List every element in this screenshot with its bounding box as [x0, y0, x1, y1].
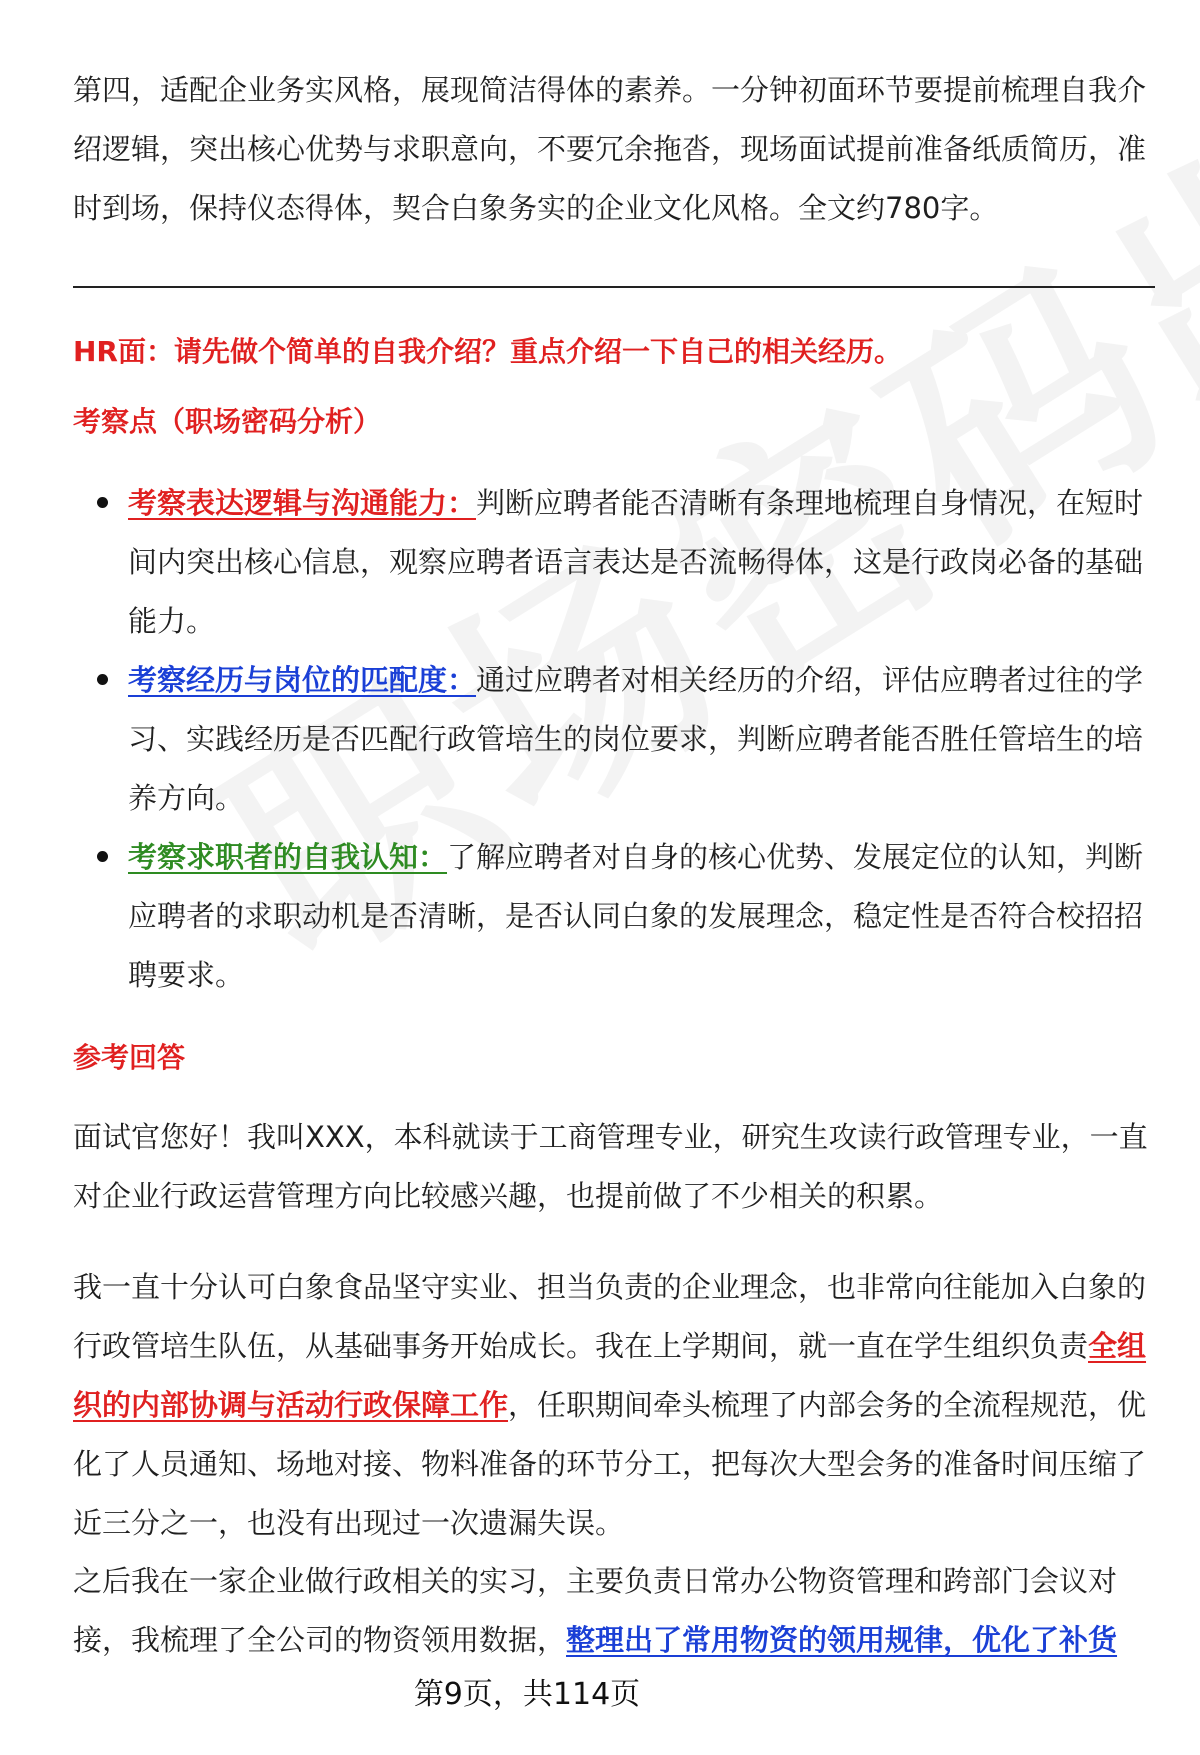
page-footer: 第9页，共114页: [413, 1677, 641, 1712]
analysis-heading: 考察点（职场密码分析）: [73, 405, 382, 438]
analysis-item: [73, 651, 1155, 828]
intro-paragraph: 第四，适配企业务实风格，展现简洁得体的素养。一分钟初面环节要提前梳理自我介绍逻辑，突出核心优势与求职意向，不要冗余拖沓，现场面试提前准备纸质简历，准时到场，保持仪态得体，契合白象务实的企业文化风格。全文约780字。: [73, 73, 1147, 225]
analysis-item-text: 了解应聘者对自身的核心优势、发展定位的认知，判断应聘者的求职动机是否清晰，是否认同白象的发展理念，稳定性是否符合校招招聘要求。: [128, 840, 1144, 992]
interview-question: HR面：请先做个简单的自我介绍？重点介绍一下自己的相关经历。: [73, 335, 902, 368]
analysis-item-text: 判断应聘者能否清晰有条理地梳理自身情况，在短时间内突出核心信息，观察应聘者语言表达是否流畅得体，这是行政岗必备的基础能力。: [128, 486, 1144, 638]
answer-paragraph-1: 面试官您好！我叫XXX，本科就读于工商管理专业，研究生攻读行政管理专业，一直对企业行政运营管理方向比较感兴趣，也提前做了不少相关的积累。: [73, 1120, 1148, 1213]
document-page: [73, 0, 1155, 1755]
analysis-item-text: 通过应聘者对相关经历的介绍，评估应聘者过往的学习、实践经历是否匹配行政管培生的岗位要求，判断应聘者能否胜任管培生的培养方向。: [128, 663, 1144, 815]
divider-line: [73, 286, 1155, 288]
analysis-item: [73, 474, 1155, 651]
answer-paragraph-3: [73, 1552, 1155, 1670]
analysis-item-title: 考察经历与岗位的匹配度：: [128, 663, 477, 697]
analysis-item: [73, 828, 1155, 1005]
analysis-item-title: 考察表达逻辑与沟通能力：: [128, 486, 477, 520]
answer-text: ，任职期间牵头梳理了内部会务的全流程规范，优化了人员通知、场地对接、物料准备的环节分工，把每次大型会务的准备时间压缩了近三分之一，也没有出现过一次遗漏失误。: [73, 1388, 1147, 1540]
analysis-item-title: 考察求职者的自我认知：: [128, 840, 448, 874]
analysis-list: [73, 474, 1155, 1005]
bullet-dot-icon: [97, 497, 108, 508]
answer-highlight: 全组织的内部协调与活动行政保障工作: [73, 1329, 1147, 1422]
bullet-dot-icon: [97, 674, 108, 685]
answer-text: 之后我在一家企业做行政相关的实习，主要负责日常办公物资管理和跨部门会议对接，我梳理了全公司的物资领用数据，: [73, 1564, 1118, 1657]
answer-text: 我一直十分认可白象食品坚守实业、担当负责的企业理念，也非常向往能加入白象的行政管培生队伍，从基础事务开始成长。我在上学期间，就一直在学生组织负责: [73, 1270, 1147, 1363]
answer-paragraph-2: [73, 1258, 1155, 1553]
bullet-dot-icon: [97, 851, 108, 862]
answer-heading: 参考回答: [73, 1041, 186, 1074]
answer-highlight: 整理出了常用物资的领用规律，优化了补货: [566, 1623, 1118, 1657]
